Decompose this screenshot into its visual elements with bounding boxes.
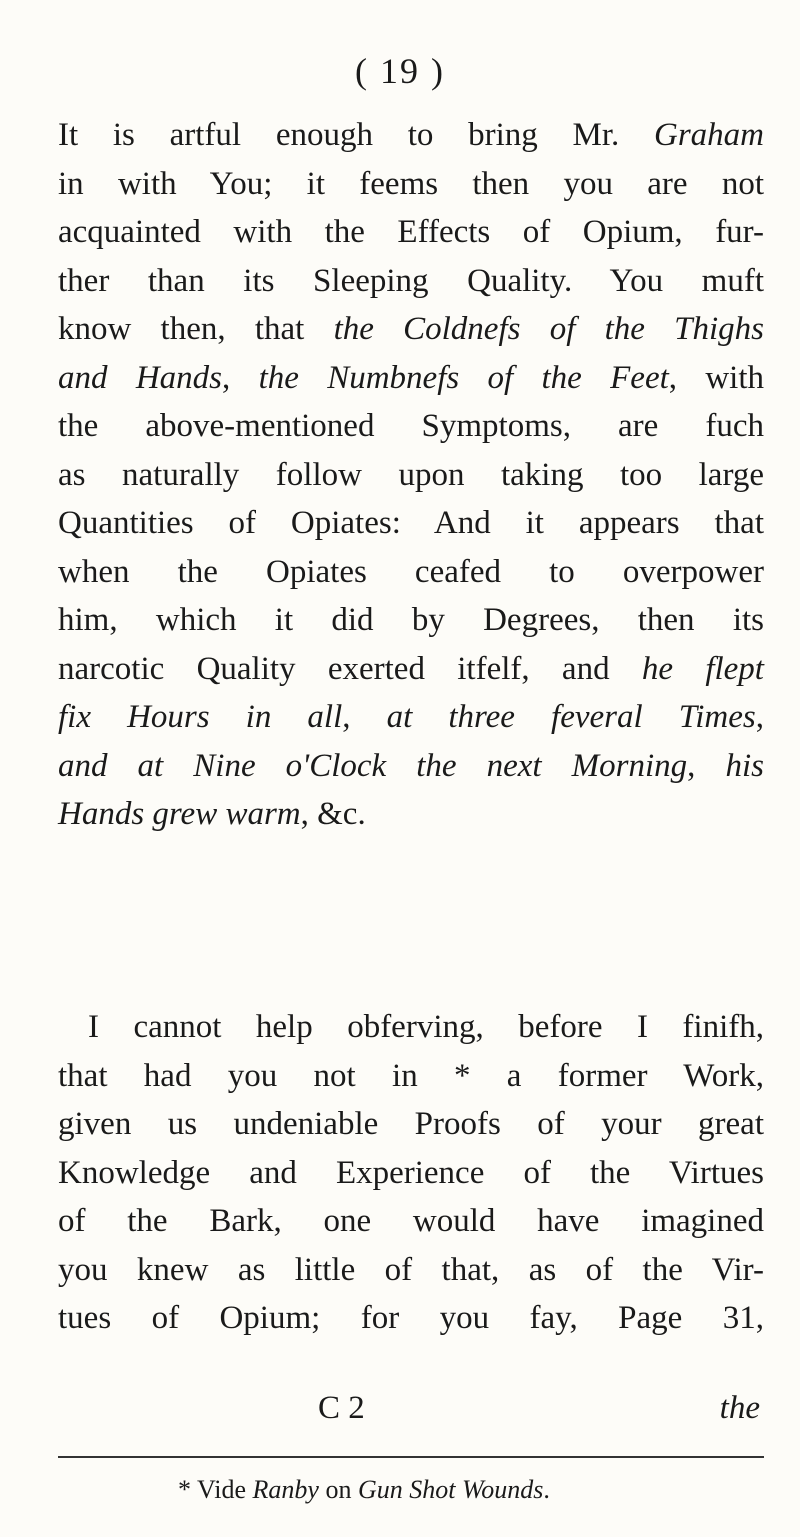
text-line <box>58 354 764 403</box>
text-line <box>58 596 764 645</box>
text-line <box>58 451 764 500</box>
footnote-prefix: Vide <box>191 1475 253 1504</box>
italic-run: the Coldnefs of the Thighs <box>333 311 764 347</box>
text-run: know then, that <box>58 311 334 347</box>
text-line <box>58 1003 764 1052</box>
signature-mark: C 2 <box>318 1390 365 1426</box>
page-number: ( 19 ) <box>355 51 445 91</box>
text-run: in with You; it feems then you are not <box>58 165 764 202</box>
text-line <box>58 548 764 597</box>
text-run: , <box>755 699 765 735</box>
text-line <box>58 790 764 839</box>
italic-run: the Numbnefs of the Feet <box>258 359 669 396</box>
footnote-marker: * <box>178 1475 191 1504</box>
text-line <box>58 1294 764 1343</box>
text-run: I cannot help obferving, before I finifh, <box>88 1009 764 1045</box>
text-run: given us undeniable Proofs of your great <box>58 1106 764 1142</box>
footnote-rule <box>58 1456 764 1458</box>
paragraph-2 <box>58 1003 764 1343</box>
paragraph-1 <box>58 111 764 839</box>
footnote-title: Gun Shot Wounds <box>357 1475 544 1504</box>
text-run: him, which it did by Degrees, then its <box>58 602 764 638</box>
text-line <box>58 1052 764 1101</box>
text-line <box>58 1149 764 1198</box>
italic-run: and Hands <box>58 359 222 396</box>
text-line <box>58 1246 764 1295</box>
footnote-middle: on <box>318 1475 358 1504</box>
text-run: of the Bark, one would have imagined <box>58 1203 764 1239</box>
footnote-end: . <box>543 1475 550 1504</box>
text-run: tues of Opium; for you fay, Page 31, <box>58 1300 764 1336</box>
text-run: when the Opiates ceafed to overpower <box>58 553 764 590</box>
text-run: acquainted with the Effects of Opium, fur- <box>58 214 764 250</box>
text-run: Quantities of Opiates: And it appears that <box>58 505 764 541</box>
catchword: the <box>719 1390 760 1426</box>
text-run: , <box>687 747 726 784</box>
text-run: you knew as little of that, as of the Vir- <box>58 1251 764 1288</box>
text-line <box>58 160 764 209</box>
text-line <box>58 645 764 694</box>
text-run: that had you not in * a former Work, <box>58 1057 764 1094</box>
text-line <box>58 257 764 306</box>
italic-run: and at Nine o'Clock the next Morning <box>58 747 688 784</box>
page-foot-marks <box>58 1390 764 1438</box>
text-run: the above-mentioned Symptoms, are fuch <box>58 408 764 444</box>
footnote-author: Ranby <box>252 1475 319 1504</box>
text-line <box>58 111 764 160</box>
text-line <box>58 693 764 742</box>
italic-run: Graham <box>653 117 764 153</box>
italic-run: he flept <box>641 650 764 687</box>
text-run: narcotic Quality exerted itfelf, and <box>58 650 642 687</box>
text-line <box>58 305 764 354</box>
text-run: Knowledge and Experience of the Virtues <box>58 1154 764 1191</box>
text-line <box>58 742 764 791</box>
italic-run: his <box>725 747 764 784</box>
text-line <box>58 208 764 257</box>
text-run: as naturally follow upon taking too large <box>58 456 764 493</box>
text-line <box>58 1100 764 1149</box>
italic-run: at three feveral Times <box>386 699 756 735</box>
italic-run: fix Hours in all <box>58 699 343 735</box>
footnote <box>178 1475 550 1505</box>
text-run: It is artful enough to bring Mr. <box>58 117 654 153</box>
text-run: , <box>342 699 387 735</box>
text-run: ther than its Sleeping Quality. You muft <box>58 262 764 299</box>
text-line <box>58 499 764 548</box>
text-line <box>58 1197 764 1246</box>
text-run: , <box>222 359 259 396</box>
text-run: , &c. <box>300 796 366 832</box>
italic-run: Hands grew warm <box>58 796 301 832</box>
text-line <box>58 402 764 451</box>
text-run: , with <box>668 359 765 396</box>
